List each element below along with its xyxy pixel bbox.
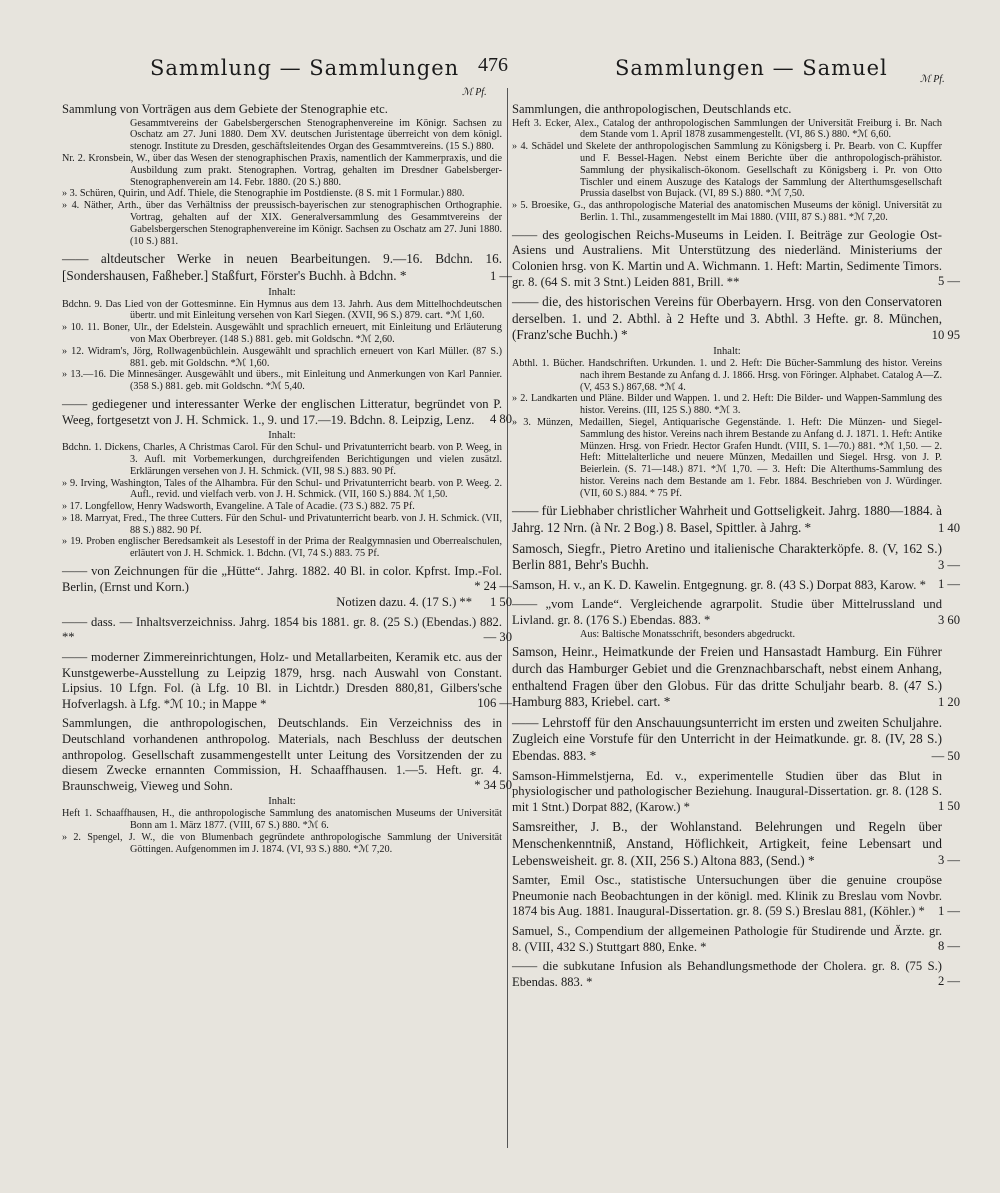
sub-entry: » 3. Münzen, Medaillen, Siegel, Antiquarische Gegenstände. 1. Heft: Die Münzen- und Siegel-Sammlung des histor. Vereins nach ihrem Bestande zu Anfang d. J. 1871. 1. Heft: Antike Münzen. Hrsg. von Friedr. Hector Grafen Hundt. (VIII, S. 1—70.) 881. *ℳ 1,50. — 2. Heft: Mittelalterliche und neuere Münzen, Medaillen und Siegel. Hrsg. von J. P. Beierlein. (S. 71—148.) 871. *ℳ 1,70. — 3. Heft: Die Alterthums-Sammlung des histor. Vereins nach dem Bestande am 1. Febr. 1884. Beschrieben von J. Würdinger. (VII, 60 S.) 884. * 75 Pf.: [512, 416, 942, 499]
price: — 30: [483, 630, 512, 645]
catalog-entry: —— Lehrstoff für den Anschauungsunterricht im ersten und zweiten Schuljahre. Zugleich eine Vorstufe für den Unterricht in der Heimatkunde. gr. 8. (IV, 28 S.) Ebendas. 883. *: [512, 714, 942, 763]
sub-entry: » 13.—16. Die Minnesänger. Ausgewählt und übers., mit Einleitung und Anmerkungen von Karl Pannier. (358 S.) 881. geb. mit Goldschn. *ℳ 5,40.: [62, 369, 502, 393]
left-running-head: Sammlung — Sammlungen: [150, 56, 460, 80]
catalog-entry: Samter, Emil Osc., statistische Untersuchungen über die genuine croupöse Pneumonie nach Beobachtungen in der königl. med. Klinik zu Breslau vom Novbr. 1874 bis Aug. 1881. Inaugural-Dissertation. gr. 8. (59 S.) Breslau 881, (Köhler.) *: [512, 873, 942, 919]
sub-entry: Heft 3. Ecker, Alex., Catalog der anthropologischen Sammlungen der Universität Freiburg i. Br. Nach dem Stande vom 1. April 1878 zusammengestellt. (VI, 86 S.) 880. *ℳ 6,60.: [512, 117, 942, 141]
price: * 24 —: [474, 579, 512, 594]
contents-label: Inhalt:: [268, 796, 296, 808]
sub-entry: Bdchn. 9. Das Lied von der Gottesminne. Ein Hymnus aus dem 13. Jahrh. Aus dem Mittelhochdeutschen übertr. und mit Einleitung versehen von Karl Siegen. (XVII, 96 S.) 879. cart. *ℳ 1,60.: [62, 298, 502, 322]
sub-entry: » 18. Marryat, Fred., The three Cutters. Für den Schul- und Privatunterricht bearb. von J. H. Schmick. (VII, 88 S.) 882. 90 Pf.: [62, 512, 502, 536]
sub-entry: » 2. Landkarten und Pläne. Bilder und Wappen. 1. und 2. Heft: Die Bilder- und Wappen-Sammlung des histor. Vereins. (III, 125 S.) 880. *ℳ 3.: [512, 393, 942, 417]
catalog-entry: Samson, H. v., an K. D. Kawelin. Entgegnung. gr. 8. (43 S.) Dorpat 883, Karow. *: [512, 577, 926, 592]
catalog-entry: Samosch, Siegfr., Pietro Aretino und italienische Charakterköpfe. 8. (V, 162 S.) Berlin 881, Behr's Buchh.: [512, 540, 942, 573]
sub-entry: » 10. 11. Boner, Ulr., der Edelstein. Ausgewählt und sprachlich erneuert, mit Einleitung und Erläuterung von Max Oberbreyer. (148 S.) 881. geb. mit Goldschn. *ℳ 2,60.: [62, 322, 502, 345]
price: 1 50: [489, 594, 512, 609]
price: 1 —: [937, 903, 960, 918]
price: 3 —: [937, 853, 960, 868]
left-column: [62, 98, 502, 856]
sub-entry: » 17. Longfellow, Henry Wadsworth, Evangeline. A Tale of Acadie. (73 S.) 882. 75 Pf.: [62, 501, 415, 513]
sub-entry: » 5. Broesike, G., das anthropologische Material des anatomischen Museums der königl. Universität zu Berlin. 1. Thl., zusammengestellt im Mai 1880. (VIII, 87 S.) 881. *ℳ 7,20.: [512, 200, 942, 223]
catalog-entry: Notizen dazu. 4. (17 S.) **: [336, 595, 472, 610]
contents-label: Inhalt:: [268, 430, 296, 442]
catalog-entry: —— von Zeichnungen für die „Hütte“. Jahrg. 1882. 40 Bl. in color. Kpfrst. Imp.-Fol. Berlin, (Ernst und Korn.): [62, 564, 502, 594]
sub-entry: » 19. Proben englischer Beredsamkeit als Lesestoff in der Prima der Realgymnasien und Oberrealschulen, erläutert von J. H. Schmick. 1. Bdchn. (VI, 74 S.) 883. 75 Pf.: [62, 536, 502, 560]
price: 1 50: [937, 799, 960, 814]
catalog-entry: Sammlung von Vorträgen aus dem Gebiete der Stenographie etc.: [62, 102, 388, 116]
catalog-entry: Sammlungen, die anthropologischen, Deutschlands etc.: [512, 102, 792, 116]
price: 3 60: [937, 612, 960, 627]
price: 1 20: [937, 694, 960, 709]
right-running-head: Sammlungen — Samuel: [615, 56, 888, 80]
sub-entry: » 9. Irving, Washington, Tales of the Alhambra. Für den Schul- und Privatunterricht bearb. von P. Weeg. 2. Aufl., revid. und vielfach verb. von J. H. Schmick. (VII, 160 S.) 884. ℳ 1,50.: [62, 477, 502, 501]
price: 1 40: [937, 520, 960, 535]
page-number: 476: [478, 54, 508, 76]
catalog-entry: Samsreither, J. B., der Wohlanstand. Belehrungen und Regeln über Menschenkenntniß, Anstand, Höflichkeit, Artigkeit, feine Lebensart und Lebensweisheit. gr. 8. (XII, 256 S.) Altona 883, (Send.) *: [512, 819, 942, 868]
sub-entry: Gesammtvereins der Gabelsbergerschen Stenographenvereine im Königr. Sachsen zu Oschatz am 27. Juni 1880. Dem XV. deutschen Juristentage überreicht von dem königl. stenogr. Institute zu Dresden, geschäftsleitendes Organ des Gesammtvereins. (15 S.) 880.: [130, 117, 502, 153]
sub-entry: Aus: Baltische Monatsschrift, besonders abgedruckt.: [580, 628, 796, 640]
catalog-entry: —— des geologischen Reichs-Museums in Leiden. I. Beiträge zur Geologie Ost-Asiens und Australiens. Mit Unterstützung des niederländ. Ministeriums der Colonien hrsg. von K. Martin und A. Wichmann. 1. Heft: Martin, Sedimente Timors. gr. 8. (64 S. mit 3 Stnt.) Leiden 881, Brill. **: [512, 227, 942, 289]
sub-entry: » 4. Näther, Arth., über das Verhältniss der preussisch-bayerischen zur stenographischen Orthographie. Vortrag, gehalten auf der XIX. Generalversammlung des Gesammtvereins der Gabelsbergerschen Stenographenvereine im Königr. Sachsen zu Oschatz am 27. Juni 1880. (10 S.) 881.: [62, 200, 502, 247]
catalog-entry: —— moderner Zimmereinrichtungen, Holz- und Metallarbeiten, Keramik etc. aus der Kunstgewerbe-Ausstellung zu Leipzig 1879, hrsg. nach Auswahl von Constant. Lipsius. 10 Lfgn. Fol. (à Lfg. 10 Bl. in Lichtdr.) Dresden 880,81, Gilbers'sche Hofverlagsh. à Lfg. *ℳ 10.; in Mappe *: [62, 650, 502, 711]
catalog-entry: Sammlungen, die anthropologischen, Deutschlands. Ein Verzeichniss des in Deutschland vorhandenen anthropolog. Materials, nach Beschluss der deutschen anthropolog. Gesellschaft zusammengestellt unter Leitung des Vorsitzenden der zu diesem Zwecke ernannten Commission, H. Schaaffhausen. 1.—5. Heft. gr. 4. Braunschweig, Vieweg und Sohn.: [62, 716, 502, 793]
catalog-entry: —— die, des historischen Vereins für Oberbayern. Hrsg. von den Conservatoren derselben. 1. und 2. Abthl. à 2 Hefte und 3. Abthl. 3 Hefte. gr. 8. München, (Franz'sche Buchh.) *: [512, 294, 942, 343]
price: 1 —: [489, 268, 512, 283]
price: 10 95: [931, 327, 960, 342]
sub-entry: Bdchn. 1. Dickens, Charles, A Christmas Carol. Für den Schul- und Privatunterricht bearb. von P. Weeg, in 3. Aufl. mit Vorbemerkungen, durchgreifenden Berichtigungen und vielen zusätzl. Erklärungen versehen von J. H. Schmick. (VII, 98 S.) 883. 90 Pf.: [62, 442, 502, 477]
right-column: [512, 98, 942, 990]
catalog-entry: —— gediegener und interessanter Werke der englischen Litteratur, begründet von P. Weeg, fortgesetzt von J. H. Schmick. 1., 9. und 17.—19. Bdchn. 8. Leipzig, Lenz.: [62, 396, 502, 427]
catalog-entry: —— dass. — Inhaltsverzeichniss. Jahrg. 1854 bis 1881. gr. 8. (25 S.) (Ebendas.) 882. **: [62, 614, 502, 645]
catalog-entry: Samuel, S., Compendium der allgemeinen Pathologie für Studirende und Ärzte. gr. 8. (VIII, 432 S.) Stuttgart 880, Enke. *: [512, 923, 942, 954]
price: 4 80: [489, 412, 512, 427]
catalog-entry: —— die subkutane Infusion als Behandlungsmethode der Cholera. gr. 8. (75 S.) Ebendas. 883. *: [512, 959, 942, 989]
catalog-entry: —— altdeutscher Werke in neuen Bearbeitungen. 9.—16. Bdchn. 16. [Sondershausen, Faßheber.] Staßfurt, Förster's Buchh. à Bdchn. *: [62, 251, 502, 283]
sub-entry: Heft 1. Schaaffhausen, H., die anthropologische Sammlung des anatomischen Museums der Universität Bonn am 1. März 1877. (VIII, 67 S.) 880. *ℳ 6.: [62, 808, 502, 832]
left-currency-label: ℳ Pf.: [462, 87, 487, 98]
price: 3 —: [937, 557, 960, 572]
column-divider: [507, 88, 508, 1148]
catalog-entry: —— „vom Lande“. Vergleichende agrarpolit. Studie über Mittelrussland und Livland. gr. 8. (176 S.) Ebendas. 883. *: [512, 597, 942, 628]
catalog-entry: Samson-Himmelstjerna, Ed. v., experimentelle Studien über das Blut in physiologischer und pathologischer Beziehung. Inaugural-Dissertation. gr. 8. (128 S. mit 1 Stnt.) Dorpat 882, (Karow.) *: [512, 768, 942, 814]
catalog-entry: —— für Liebhaber christlicher Wahrheit und Gottseligkeit. Jahrg. 1880—1884. à Jahrg. 12 Nrn. (à Nr. 2 Bog.) 8. Basel, Spittler. à Jahrg. *: [512, 503, 942, 536]
right-currency-label: ℳ Pf.: [920, 74, 945, 85]
sub-entry: » 3. Schüren, Quirin, und Adf. Thiele, die Stenographie im Postdienste. (8 S. mit 1 Formular.) 880.: [62, 188, 465, 200]
sub-entry: » 2. Spengel, J. W., die von Blumenbach gegründete anthropologische Sammlung der Universität Göttingen. Aufgenommen im J. 1874. (VI, 93 S.) 880. *ℳ 7,20.: [62, 831, 502, 855]
sub-entry: Nr. 2. Kronsbein, W., über das Wesen der stenographischen Praxis, namentlich der Kammerpraxis, und die Ausbildung zum prakt. Stenographen. Vortrag, gehalten im Dresdner Gabelsberger-Stenographenverein am 14. Febr. 1880. (20 S.) 880.: [62, 152, 502, 188]
sub-entry: Abthl. 1. Bücher. Handschriften. Urkunden. 1. und 2. Heft: Die Bücher-Sammlung des histor. Vereins nach ihrem Bestande zu Anfang d. J. 1866. Hrsg. von Föringer. Alphabet. Catalog A—Z. (V, 453 S.) 867,68. *ℳ 4.: [512, 357, 942, 393]
price: 2 —: [937, 974, 960, 989]
sub-entry: » 12. Widram's, Jörg, Rollwagenbüchlein. Ausgewählt und sprachlich erneuert von Karl Müller. (87 S.) 881. geb. mit Goldschn. *ℳ 1,60.: [62, 345, 502, 369]
price: — 50: [931, 748, 960, 763]
price: * 34 50: [474, 778, 512, 793]
catalog-entry: Samson, Heinr., Heimatkunde der Freien und Hansastadt Hamburg. Ein Führer durch das Hamburger Gebiet und die Grenznachbarschaft, nebst einem Anhang, enthaltend Fragen über den Globus. Für das dritte Schuljahr bearb. 8. (47 S.) Hamburg 883, Kriebel. cart. *: [512, 644, 942, 710]
sub-entry: » 4. Schädel und Skelete der anthropologischen Sammlung zu Königsberg i. Pr. Bearb. von C. Kupffer und F. Bessel-Hagen. Nebst einem Berichte über die anthropologisch-prähistor. Sammlung der physikalisch-ökonom. Gesellschaft zu Königsberg i. Pr. von Otto Tischler und einem Auszuge des Katalogs der Sammlung der Alterthumsgesellschaft Prussia daselbst von Bujack. (VI, 89 S.) 880. *ℳ 7,50.: [512, 141, 942, 200]
contents-label: Inhalt:: [268, 286, 296, 298]
price: 1 —: [937, 577, 960, 592]
price: 5 —: [937, 274, 960, 289]
contents-label: Inhalt:: [713, 345, 741, 357]
price: 106 —: [477, 696, 512, 711]
price: 8 —: [937, 939, 960, 954]
